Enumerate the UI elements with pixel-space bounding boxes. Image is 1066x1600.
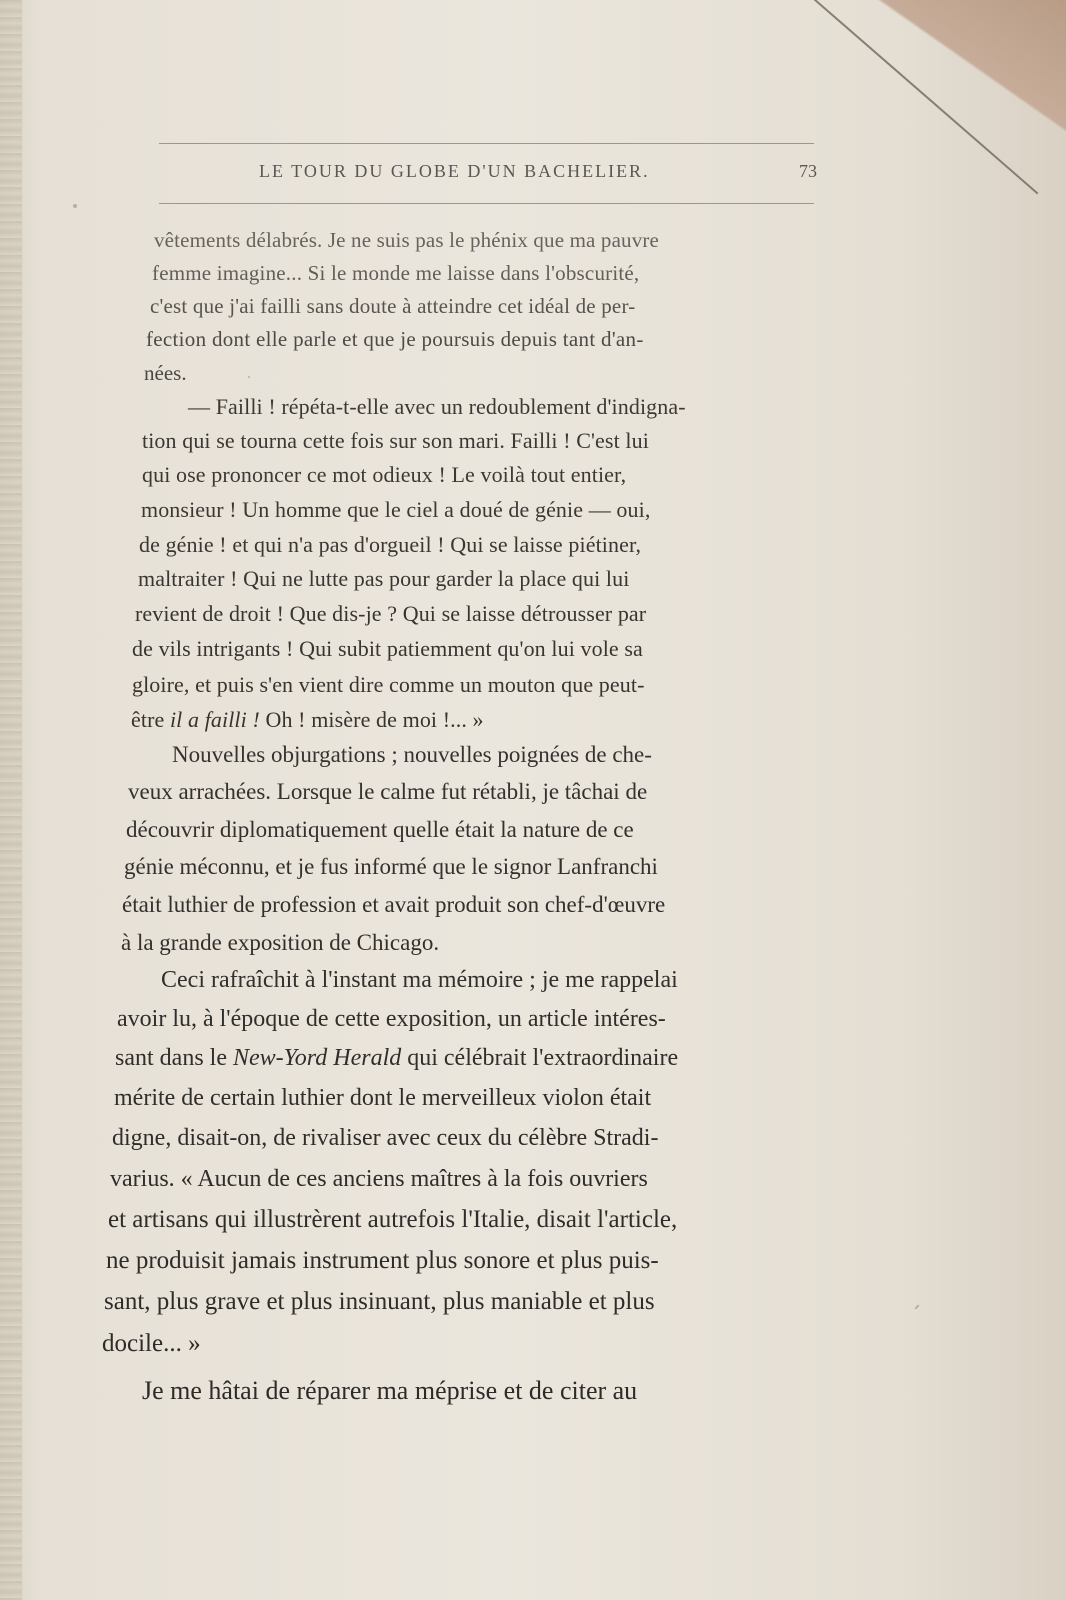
text-line-12: revient de droit ! Que dis-je ? Qui se laisse détrousser par <box>135 601 647 626</box>
text-line-18: découvrir diplomatiquement quelle était la nature de ce <box>126 817 634 842</box>
text-line-29: ne produisit jamais instrument plus sonore et plus puis- <box>106 1247 659 1274</box>
text-line-11: maltraiter ! Qui ne lutte pas pour garder la place qui lui <box>138 566 630 591</box>
text-line-8: qui ose prononcer ce mot odieux ! Le voilà tout entier, <box>142 462 627 487</box>
text-line-2: femme imagine... Si le monde me laisse dans l'obscurité, <box>152 261 640 285</box>
text-line-24-start: sant dans le <box>115 1045 233 1071</box>
text-line-28: et artisans qui illustrèrent autrefois l'Italie, disait l'article, <box>108 1206 678 1233</box>
header-top-rule <box>159 143 814 144</box>
pencil-mark <box>914 1304 920 1310</box>
text-line-21: à la grande exposition de Chicago. <box>121 930 440 955</box>
text-line-15-start: être <box>131 707 170 732</box>
text-line-7: tion qui se tourna cette fois sur son mari. Failli ! C'est lui <box>142 428 649 453</box>
header-bottom-rule <box>159 203 814 204</box>
text-line-4: fection dont elle parle et que je poursuis depuis tant d'an- <box>146 327 644 351</box>
text-line-13: de vils intrigants ! Qui subit patiemment qu'on lui vole sa <box>132 636 643 661</box>
left-page-edge <box>0 0 22 1600</box>
text-line-5: nées. <box>144 361 187 385</box>
page-number: 73 <box>799 161 817 181</box>
text-line-6: — Failli ! répéta-t-elle avec un redoublement d'indigna- <box>188 394 686 419</box>
text-line-32: Je me hâtai de réparer ma méprise et de citer au <box>142 1376 638 1405</box>
text-line-27: varius. « Aucun de ces anciens maîtres à la fois ouvriers <box>110 1166 648 1192</box>
text-line-14: gloire, et puis s'en vient dire comme un mouton que peut- <box>132 672 645 697</box>
text-line-24-end: qui célébrait l'extraordinaire <box>401 1045 679 1071</box>
text-line-25: mérite de certain luthier dont le merveilleux violon était <box>114 1085 652 1111</box>
italic-title-new-yord-herald: New-Yord Herald <box>232 1045 402 1071</box>
text-line-1: vêtements délabrés. Je ne suis pas le phénix que ma pauvre <box>154 228 659 252</box>
ink-speck <box>248 376 250 378</box>
italic-phrase-il-a-failli: il a failli ! <box>169 707 260 732</box>
text-line-15 <box>131 707 484 733</box>
text-line-10: de génie ! et qui n'a pas d'orgueil ! Qui se laisse piétiner, <box>139 532 642 557</box>
running-head <box>159 143 819 225</box>
text-line-26: digne, disait-on, de rivaliser avec ceux du célèbre Stradi- <box>112 1125 659 1151</box>
text-line-20: était luthier de profession et avait produit son chef-d'œuvre <box>122 892 666 917</box>
text-line-17: veux arrachées. Lorsque le calme fut rétabli, je tâchai de <box>128 779 648 804</box>
text-line-23: avoir lu, à l'époque de cette exposition, un article intéres- <box>117 1006 666 1032</box>
text-line-15-end: Oh ! misère de moi !... » <box>259 707 484 732</box>
running-title: LE TOUR DU GLOBE D'UN BACHELIER. <box>259 161 650 181</box>
text-line-24 <box>115 1045 678 1072</box>
text-line-30: sant, plus grave et plus insinuant, plus maniable et plus <box>104 1288 655 1315</box>
text-line-19: génie méconnu, et je fus informé que le signor Lanfranchi <box>124 854 658 879</box>
text-line-9: monsieur ! Un homme que le ciel a doué de génie — oui, <box>141 497 651 522</box>
ink-speck <box>73 204 77 208</box>
book-page <box>84 125 874 1425</box>
text-line-31: docile... » <box>102 1330 201 1357</box>
text-line-22: Ceci rafraîchit à l'instant ma mémoire ; je me rappelai <box>161 967 678 993</box>
text-line-16: Nouvelles objurgations ; nouvelles poignées de che- <box>172 742 652 767</box>
text-line-3: c'est que j'ai failli sans doute à atteindre cet idéal de per- <box>150 294 636 318</box>
